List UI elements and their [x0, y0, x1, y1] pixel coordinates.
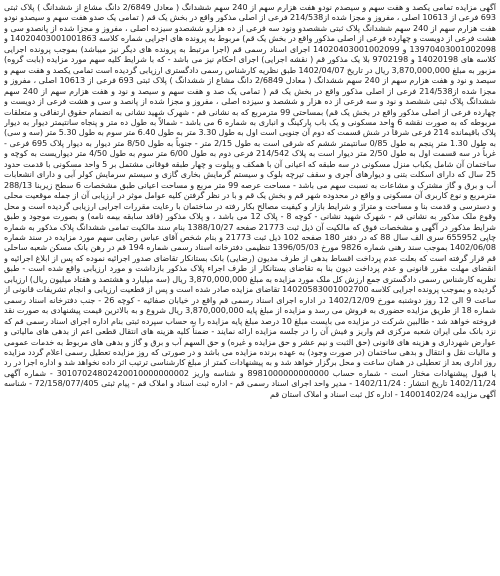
auction-notice-text: آگهی مزایده تمامی یکصد و هفت سهم و سیصدم نودو هفت هزارم سهم از 240 سهم ششدانگ ( معادل 2/6849 دانگ مشاع از ششدانگ ) پلاک ثبتی 693 فرعی از 10613 اصلی ، مفروز و مجزا شده از214/538 فرعی از اصلی مذکور واقع در بخش یک قم ( تمامی یک صدو هفت سهم و سیصدو نودو هفت هزارم سهم از 240 سهم ششدانگ پلاک ثبتی ششصدو ونود سه فرعی از ده هزارو ششصدو سیزده اصلی ، مفروز و مجزا شده از پانصدو سی و هشت فرعی از دویست و چهارده فرعی از اصلی مذکور واقع در بخش یک قم) مربوط به پرونده های اجرایی شماره کلاسه 14020403001001863 و 13970403001002098 و 14020403001002099 اجرای اسناد رسمی قم (اجرا مرتبط به پرونده های دیگر نیز میباشد) بموجب پرونده اجرایی کلاسه های 14020198 و 9702198 بلا یک مذکور قم ( نقشه اجرایی) اجرای احکام نیز می باشد - که با شرایط کلیه سهم مورد مزایده (بابت گروه) مزبور به مبلغ 3,870,000,000 ریال در تاریخ 1402/04/07 طبق نظریه کارشناس رسمی دادگستری ارزیابی گردیده است تمامی یکصد و هفت سهم و سیصد و نود و هفت هزارم سهم از 240 سهم ششدانگ ( معادل 2/6849 دانگ مشاع از ششدانگ ) پلاک ثبتی 693 فرعی از 10613 اصلی ، مفروز و مجزا شده از214/538 فرعی از اصلی مذکور واقع در بخش یک قم ( تمامی یک صد و هفت سهم و سیصد و نود و هفت هزارم سهم از 240 سهم ششدانگ پلاک ثبتی ششصد و نود و سه فرعی از ده هزار و ششصد و سیزده اصلی ، مفروز و مجزا شده از پانصد و سی و هشت فرعی از دویست و چهارده فرعی از اصلی مذکور واقع در بخش یک قم) بمساحتی 99 مترمربع که به نشانی قم - شهرک شهید نشانی به انضمام حقوق ارتفاقی و متعلقات مربوطه که به صورت نقشه 6 واحد مسکونی و یک باب پارکینگ و انباری به شماره 6 می باشد - شمالاً به طول ده متر و پنجاه سانتیمتر دیوار به دیوار پلاک باقیمانده 214 فرعی شرقاً در شش قسمت که دوم آن جنوبی است اول به طول 3.30 متر به طول 6.40 متر سوم به طول 5.30 متر (سه و سی) به طول 1.30 متر پنجم به طول 0/85 سانتیمتر ششم که شرقی است به طول 2/15 متر - جنوباً به طول 8/50 متر دیوار به دیوار پلاک 695 فرعی - غرباً در سه قسمت اول به طول 2/50 متر دیوار است به پلاک 214/542 فرعی دوم به طول 6/00 متر سوم به طول 4/50 متر دیواریست به کوچه و ساختمان آن شامل یکباب منزل مسکونی در سه طبقه که اعیانی آن با همکف و پیلوت و چهار طبقه فوقانی مشتمل بر 5 واحد مسکونی با قدمت حدود 25 سال که دارای اسکلت بتنی و دیوارهای آجری و سقف تیرچه بلوک و سیستم گرمایش بخاری گازی و سیستم سرمایش کولر آبی و دارای انشعابات آب و برق و گاز مشترک و مشاعات به نسبت سهم می باشد - مساحت عرصه 99 متر مربع و مساحت اعیانی طبق مشخصات 6 سطح زیربنا 288/13 مترمربع و نوع کاربری آن مسکونی و واقع در محدوده شهر قم و بخش یک قم و با در نظر گرفتن کلیه عوامل موثر در ارزیابی آن از جمله موقعیت محلی و دسترسی و قدمت بنا و مساحت و متراژ و شرایط بازار و کیفیت مصالح بکار رفته در ساختمان با رعایت مقررات اجرایی ارزیابی گردیده است و محل وقوع ملک مذکور به نشانی قم - شهرک شهید نشانی - کوچه 8 - پلاک 12 می باشد ، و پلاک مذکور (فاقد سابقه بیمه نامه) و بصورت موجود و طبق شرایط مذکور در آگهی و مشخصات فوق که مالکیت آن ذیل ثبت 21773 صفحه 1388/10/27 بنام سند مالکیت تمامی ششدانگ پلاک مذکور به شماره چاپی 655952 سری الف سال 88 که در دفتر 180 صفحه 102 ذیل ثبت 21773 و بنام شخص آقای عباس رضایی سهم مورد مزایده در سند شماره 1402/06/08 بموجب سند رهنی شماره 9826 مورخ 1396/05/03 تنظیمی دفترخانه اسناد رسمی شماره 194 قم در رهن بانک مسکن شعبه ساحلی قم قرار گرفته است که بعلت عدم پرداخت اقساط بدهی از طرف مدیون (رضایی) بانک بستانکار تقاضای صدور اجرائیه نموده که پس از ابلاغ اجرائیه و انقضای مهلت مقرر قانونی و عدم پرداخت دیون بنا به تقاضای بستانکار از طرف اجراء پلاک مذکور بازداشت و مورد ارزیابی واقع شده است - طبق نظریه کارشناس رسمی دادگستری جمع ارزش کل ملک مورد مزایده به مبلغ 3,870,000,000 ریال (سه میلیارد و هشتصد و هفتاد میلیون ریال) ارزیابی گردیده و بموجب پرونده اجرایی کلاسه 14020583001002700 تقاضای مزایده صادر شده است و پس از قطعیت ارزیابی و انجام تشریفات قانونی از ساعت 9 الی 12 روز دوشنبه مورخ 1402/12/09 در اداره اجرای اسناد رسمی قم واقع در خیابان صفائیه - کوچه 26 - جنب دفترخانه اسناد رسمی شماره 18 از طریق مزایده حضوری به فروش می رسد و مزایده از مبلغ پایه 3,870,000,000 ریال شروع و به بالاترین قیمت پیشنهادی به صورت نقد فروخته خواهد شد - طالبین شرکت در مزایده می بایست مبلغ 10 درصد مبلغ پایه مزایده را به حساب سپرده ثبتی بنام اداره اجرای اسناد رسمی قم که نزد بانک ملی ایران شعبه مرکزی قم واریز و فیش آن را در جلسه مزایده ارائه نمایند - ضمناً کلیه هزینه های انتقال قطعی اعم از بدهی های مالیاتی و عوارض شهرداری و هزینه های قانونی (حق الثبت و نیم عشر و حق مزایده و غیره) و حق السهم آب و برق و گاز و بدهی های مربوط به خدمات عمومی و مالیات نقل و انتقال و بدهی ساختمان (در صورت وجود) به عهده برنده مزایده می باشد و در صورتی که روز مزایده تعطیل رسمی اعلام گردد مزایده روز اداری بعد از تعطیلی در همان ساعت و محل برگزار خواهد شد و به پیشنهادات کمتر از مبلغ کارشناسی ترتیب اثر داده نخواهد شد و اداره اجرا در رد یا قبول پیشنهادات مختار است - شماره حساب 8981000000000000 و شناسه واریز 30107024802420010000000002 - شماره آگهی 1402/11/24 تاریخ انتشار : 1402/11/24 - مدیر واحد اجرای اسناد رسمی قم - اداره ثبت اسناد و املاک قم - پیام ثبتی 72/158/077/405 - شناسه آگهی مزایده 14001402/24 - اداره کل ثبت اسناد و املاک استان قم — [4, 3, 496, 399]
auction-notice-document — [4, 3, 496, 573]
